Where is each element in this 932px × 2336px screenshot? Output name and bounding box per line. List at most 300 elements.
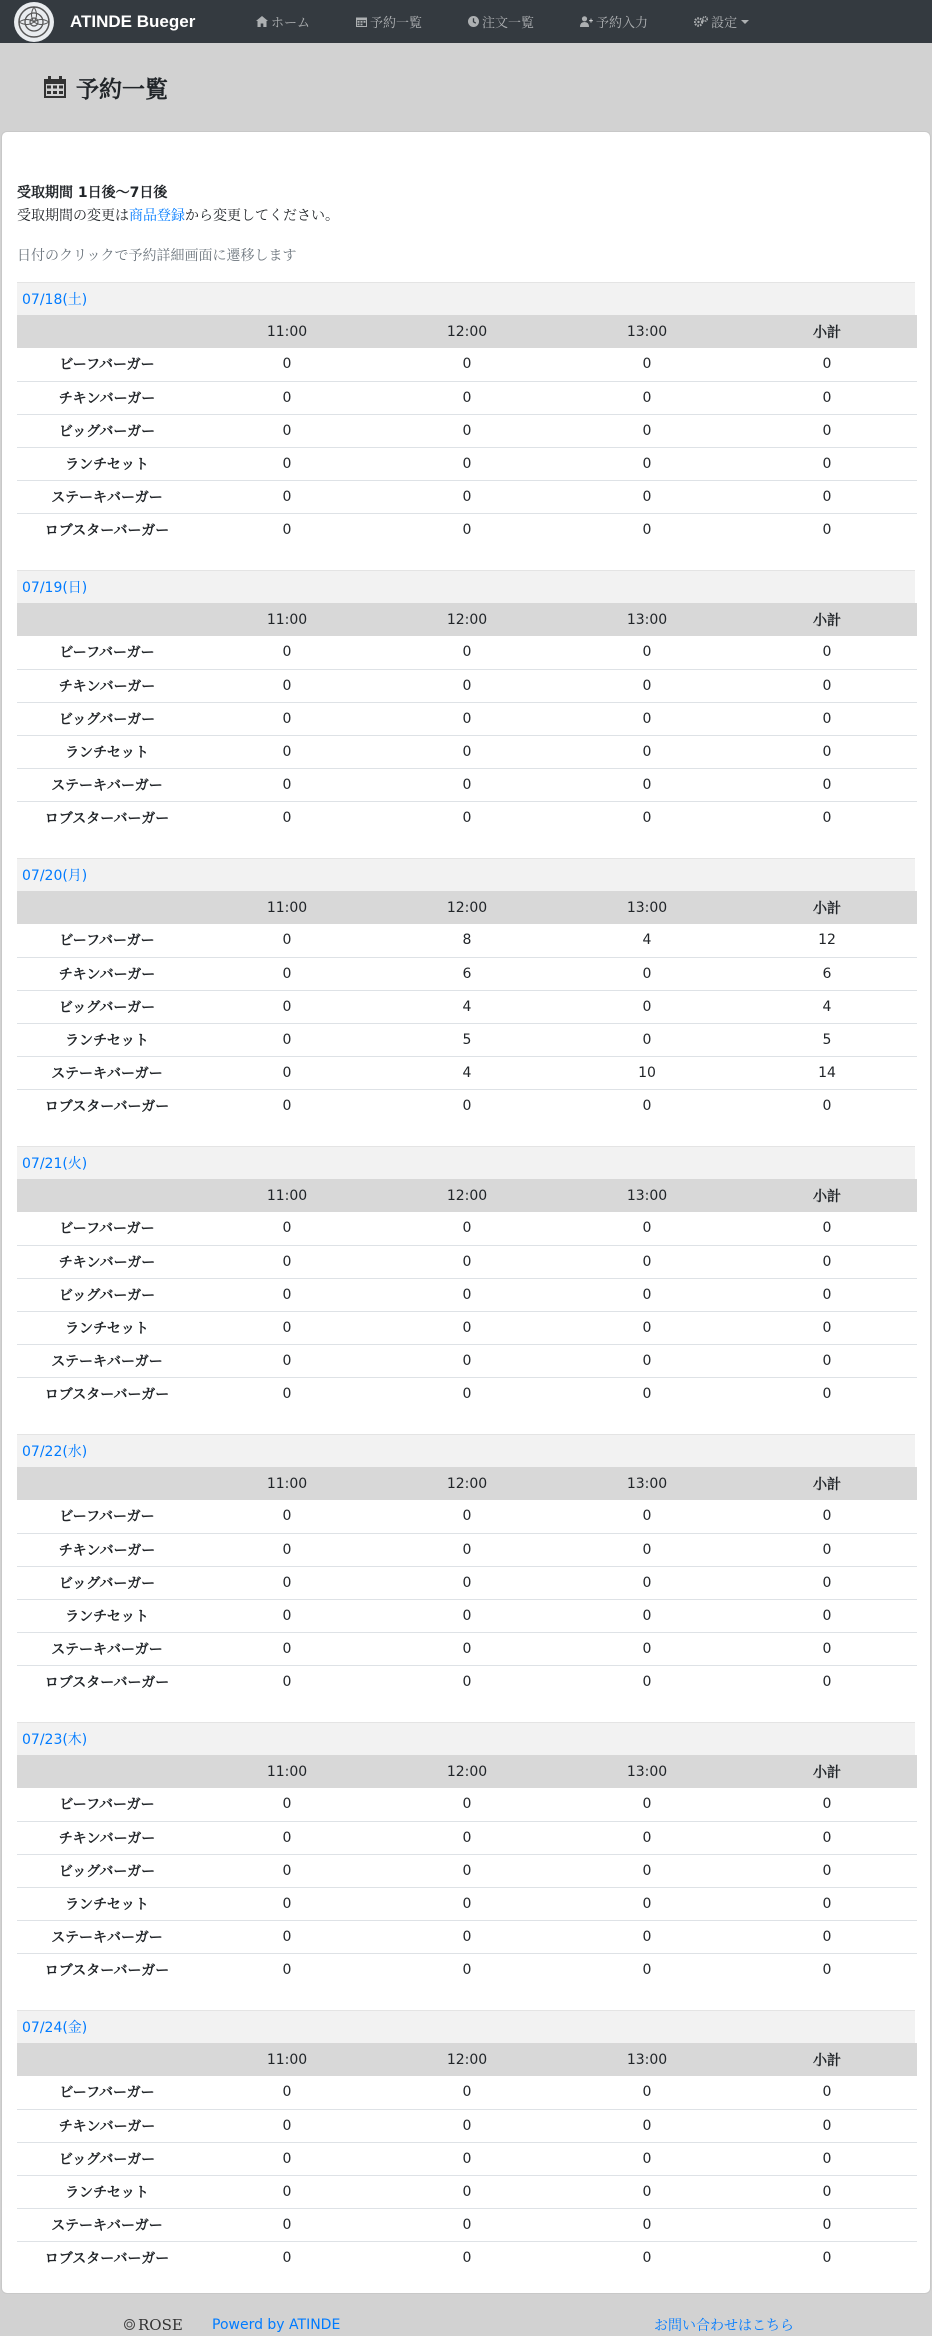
count-cell: 0	[557, 1599, 737, 1632]
period-note	[17, 205, 915, 228]
product-name-cell: ロブスターバーガー	[17, 2241, 197, 2274]
product-name-cell: ビーフバーガー	[59, 933, 155, 950]
subtotal-cell: 0	[737, 2208, 917, 2241]
count-cell: 0	[197, 480, 377, 513]
day-section	[17, 1434, 915, 1722]
subtotal-cell: 0	[737, 2175, 917, 2208]
table-row	[17, 735, 917, 768]
product-name-cell: ランチセット	[17, 447, 197, 480]
count-cell: 0	[557, 1089, 737, 1122]
rose-logo-icon[interactable]	[14, 2, 54, 42]
count-cell: 0	[377, 1533, 557, 1566]
header-empty-cell	[17, 891, 197, 924]
table-header-row	[17, 1755, 917, 1788]
count-cell: 0	[197, 1599, 377, 1632]
time-slot-header: 11:00	[197, 1179, 377, 1212]
subtotal-cell: 0	[737, 1665, 917, 1698]
table-header-row	[17, 603, 917, 636]
home-icon	[256, 16, 268, 27]
subtotal-cell: 14	[737, 1056, 917, 1089]
product-name-cell: ロブスターバーガー	[17, 1377, 197, 1410]
count-cell: 0	[377, 1920, 557, 1953]
count-cell: 0	[377, 669, 557, 702]
table-row	[17, 1920, 917, 1953]
subtotal-header: 小計	[737, 1179, 917, 1212]
navbar	[0, 0, 932, 43]
product-name-cell: ステーキバーガー	[17, 1920, 197, 1953]
days-container	[17, 282, 915, 2298]
count-cell: 6	[377, 957, 557, 990]
count-cell: 0	[377, 480, 557, 513]
count-cell: 0	[557, 990, 737, 1023]
table-row	[17, 1089, 917, 1122]
user-plus-icon	[580, 16, 593, 27]
count-cell: 0	[282, 1220, 292, 1237]
table-row	[17, 480, 917, 513]
time-slot-header: 12:00	[377, 1179, 557, 1212]
product-name-cell: ステーキバーガー	[17, 480, 197, 513]
count-cell: 0	[377, 1632, 557, 1665]
product-name-cell: チキンバーガー	[17, 381, 197, 414]
count-cell: 0	[197, 957, 377, 990]
nav-reserve-input[interactable]	[580, 12, 648, 31]
count-cell: 0	[642, 1220, 652, 1237]
reservation-table	[17, 1179, 917, 1410]
count-cell: 0	[197, 1632, 377, 1665]
nav-reserve-input-label: 予約入力	[596, 16, 649, 31]
day-date-link[interactable]: 07/19(日)	[22, 580, 88, 596]
day-spacer	[17, 2274, 915, 2298]
product-name-cell: ビーフバーガー	[59, 1221, 155, 1238]
count-cell: 0	[557, 381, 737, 414]
time-slot-header: 13:00	[557, 1755, 737, 1788]
count-cell: 0	[377, 1311, 557, 1344]
count-cell: 0	[377, 1854, 557, 1887]
product-name-cell: ビッグバーガー	[17, 702, 197, 735]
count-cell: 0	[557, 1665, 737, 1698]
table-row	[17, 1788, 917, 1821]
table-row	[17, 924, 917, 957]
subtotal-header: 小計	[737, 1755, 917, 1788]
table-row	[17, 2109, 917, 2142]
count-cell: 0	[197, 1887, 377, 1920]
count-cell: 0	[462, 356, 472, 373]
count-cell: 0	[197, 768, 377, 801]
product-name-cell: ビーフバーガー	[59, 1509, 155, 1526]
count-cell: 0	[197, 1566, 377, 1599]
time-slot-header: 11:00	[197, 891, 377, 924]
day-header	[17, 282, 915, 315]
time-slot-header: 11:00	[197, 1755, 377, 1788]
count-cell: 0	[197, 1089, 377, 1122]
subtotal-cell: 0	[737, 735, 917, 768]
reservation-card	[1, 131, 931, 2294]
day-section	[17, 282, 915, 570]
count-cell: 0	[197, 513, 377, 546]
product-name-cell: ビッグバーガー	[17, 1566, 197, 1599]
subtotal-cell: 0	[737, 414, 917, 447]
count-cell: 0	[557, 735, 737, 768]
count-cell: 0	[377, 381, 557, 414]
day-date-link[interactable]: 07/18(土)	[22, 292, 88, 308]
count-cell: 4	[377, 1056, 557, 1089]
product-name-cell: チキンバーガー	[17, 1821, 197, 1854]
reservation-table	[17, 1755, 917, 1986]
product-name-cell: ビッグバーガー	[17, 414, 197, 447]
count-cell: 0	[197, 1920, 377, 1953]
reservation-table	[17, 2043, 917, 2274]
footer-logo[interactable]	[124, 2316, 183, 2334]
product-name-cell: ステーキバーガー	[17, 1632, 197, 1665]
day-section	[17, 570, 915, 858]
count-cell: 0	[557, 2175, 737, 2208]
subtotal-cell: 0	[737, 1821, 917, 1854]
table-row	[17, 990, 917, 1023]
count-cell: 0	[197, 801, 377, 834]
count-cell: 0	[557, 2208, 737, 2241]
product-name-cell: ステーキバーガー	[17, 1344, 197, 1377]
day-header	[17, 1146, 915, 1179]
day-spacer	[17, 1122, 915, 1146]
product-name-cell: チキンバーガー	[17, 669, 197, 702]
header-empty-cell	[17, 1179, 197, 1212]
count-cell: 0	[377, 702, 557, 735]
nav-reservations-label: 予約一覧	[370, 16, 423, 31]
count-cell: 4	[642, 932, 652, 949]
count-cell: 0	[197, 1023, 377, 1056]
day-date-link[interactable]: 07/23(木)	[22, 1732, 88, 1748]
count-cell: 0	[197, 735, 377, 768]
count-cell: 0	[377, 2142, 557, 2175]
time-slot-header: 12:00	[377, 1467, 557, 1500]
day-date-link[interactable]: 07/22(水)	[22, 1444, 88, 1460]
nav-orders[interactable]	[468, 12, 534, 31]
table-row	[17, 1056, 917, 1089]
count-cell: 8	[462, 932, 472, 949]
count-cell: 0	[377, 801, 557, 834]
subtotal-cell: 0	[822, 1220, 832, 1237]
subtotal-cell: 0	[737, 381, 917, 414]
count-cell: 0	[557, 1566, 737, 1599]
day-section	[17, 2010, 915, 2298]
count-cell: 0	[462, 1220, 472, 1237]
clock-icon	[468, 16, 479, 27]
count-cell: 0	[377, 1821, 557, 1854]
count-cell: 0	[197, 1854, 377, 1887]
time-slot-header: 11:00	[197, 2043, 377, 2076]
count-cell: 0	[557, 1821, 737, 1854]
count-cell: 0	[377, 2241, 557, 2274]
table-row	[17, 348, 917, 381]
time-slot-header: 13:00	[557, 1179, 737, 1212]
count-cell: 0	[557, 801, 737, 834]
count-cell: 0	[197, 447, 377, 480]
count-cell: 0	[642, 2084, 652, 2101]
subtotal-cell: 0	[737, 1377, 917, 1410]
day-spacer	[17, 546, 915, 570]
calendar-icon	[44, 76, 66, 98]
period-title: 受取期間 1日後〜7日後	[17, 185, 168, 201]
count-cell: 0	[197, 2175, 377, 2208]
count-cell: 0	[557, 1245, 737, 1278]
reservation-table	[17, 603, 917, 834]
subtotal-header: 小計	[737, 603, 917, 636]
table-row	[17, 414, 917, 447]
nav-home[interactable]	[256, 12, 310, 31]
rose-icon	[124, 2319, 135, 2330]
count-cell: 0	[462, 1796, 472, 1813]
subtotal-cell: 0	[737, 1245, 917, 1278]
subtotal-cell: 0	[737, 1344, 917, 1377]
day-date-link[interactable]: 07/20(月)	[22, 868, 88, 884]
product-name-cell: ビッグバーガー	[17, 990, 197, 1023]
subtotal-cell: 0	[737, 1089, 917, 1122]
nav-orders-label: 注文一覧	[482, 16, 535, 31]
day-header	[17, 1434, 915, 1467]
count-cell: 0	[197, 1953, 377, 1986]
count-cell: 0	[377, 1344, 557, 1377]
product-name-cell: ランチセット	[17, 735, 197, 768]
count-cell: 0	[557, 414, 737, 447]
header-empty-cell	[17, 1755, 197, 1788]
count-cell: 4	[377, 990, 557, 1023]
count-cell: 0	[197, 1821, 377, 1854]
count-cell: 0	[282, 356, 292, 373]
time-slot-header: 13:00	[557, 315, 737, 348]
subtotal-cell: 0	[737, 1887, 917, 1920]
chevron-down-icon	[741, 20, 749, 24]
table-row	[17, 801, 917, 834]
product-name-cell: チキンバーガー	[17, 1533, 197, 1566]
day-spacer	[17, 834, 915, 858]
product-name-cell: ビーフバーガー	[59, 357, 155, 374]
product-name-cell: ビッグバーガー	[17, 1854, 197, 1887]
time-slot-header: 13:00	[557, 1467, 737, 1500]
day-date-link[interactable]: 07/24(金)	[22, 2020, 88, 2036]
count-cell: 0	[557, 1344, 737, 1377]
product-name-cell: ステーキバーガー	[17, 1056, 197, 1089]
table-row	[17, 1245, 917, 1278]
gears-icon	[694, 16, 708, 27]
subtotal-cell: 6	[737, 957, 917, 990]
product-name-cell: チキンバーガー	[17, 2109, 197, 2142]
subtotal-cell: 0	[737, 1566, 917, 1599]
table-row	[17, 636, 917, 669]
count-cell: 0	[197, 2208, 377, 2241]
product-name-cell: ビーフバーガー	[59, 645, 155, 662]
count-cell: 0	[642, 356, 652, 373]
product-name-cell: ロブスターバーガー	[17, 1665, 197, 1698]
subtotal-cell: 0	[737, 1632, 917, 1665]
count-cell: 0	[557, 1887, 737, 1920]
subtotal-cell: 0	[737, 1953, 917, 1986]
table-row	[17, 2175, 917, 2208]
table-header-row	[17, 1179, 917, 1212]
footer	[0, 2313, 932, 2336]
subtotal-cell: 0	[737, 2241, 917, 2274]
count-cell: 0	[377, 2109, 557, 2142]
table-row	[17, 669, 917, 702]
table-row	[17, 1566, 917, 1599]
day-header	[17, 2010, 915, 2043]
time-slot-header: 11:00	[197, 603, 377, 636]
subtotal-cell: 0	[737, 1533, 917, 1566]
table-row	[17, 1311, 917, 1344]
subtotal-cell: 0	[737, 1854, 917, 1887]
count-cell: 0	[377, 1278, 557, 1311]
count-cell: 0	[197, 2241, 377, 2274]
count-cell: 0	[197, 1278, 377, 1311]
subtotal-header: 小計	[737, 315, 917, 348]
table-row	[17, 513, 917, 546]
table-row	[17, 1821, 917, 1854]
count-cell: 0	[557, 447, 737, 480]
product-registration-link[interactable]: 商品登録	[129, 208, 185, 224]
table-row	[17, 1533, 917, 1566]
table-row	[17, 1665, 917, 1698]
day-spacer	[17, 1698, 915, 1722]
header-empty-cell	[17, 603, 197, 636]
count-cell: 0	[377, 2175, 557, 2208]
count-cell: 0	[377, 1599, 557, 1632]
table-row	[17, 768, 917, 801]
subtotal-cell: 0	[737, 702, 917, 735]
table-row	[17, 957, 917, 990]
count-cell: 0	[557, 702, 737, 735]
count-cell: 0	[377, 1953, 557, 1986]
product-name-cell: ランチセット	[17, 2175, 197, 2208]
subtotal-cell: 0	[822, 2084, 832, 2101]
day-date-link[interactable]: 07/21(火)	[22, 1156, 88, 1172]
subtotal-cell: 0	[737, 801, 917, 834]
count-cell: 0	[462, 1508, 472, 1525]
table-row	[17, 1212, 917, 1245]
count-cell: 0	[377, 447, 557, 480]
count-cell: 0	[197, 2109, 377, 2142]
subtotal-cell: 0	[822, 1508, 832, 1525]
time-slot-header: 12:00	[377, 891, 557, 924]
count-cell: 0	[557, 2109, 737, 2142]
subtotal-cell: 0	[737, 1278, 917, 1311]
reservation-table	[17, 315, 917, 546]
subtotal-header: 小計	[737, 2043, 917, 2076]
nav-home-label: ホーム	[271, 16, 311, 31]
count-cell: 0	[642, 1796, 652, 1813]
count-cell: 10	[557, 1056, 737, 1089]
count-cell: 0	[197, 1377, 377, 1410]
product-name-cell: ランチセット	[17, 1311, 197, 1344]
count-cell: 0	[377, 513, 557, 546]
time-slot-header: 13:00	[557, 891, 737, 924]
product-name-cell: ロブスターバーガー	[17, 1953, 197, 1986]
count-cell: 0	[557, 1533, 737, 1566]
product-name-cell: ビーフバーガー	[59, 1797, 155, 1814]
count-cell: 0	[197, 414, 377, 447]
table-row	[17, 1500, 917, 1533]
period-note-suffix: から変更してください。	[185, 208, 339, 224]
count-cell: 0	[282, 1508, 292, 1525]
product-name-cell: チキンバーガー	[17, 957, 197, 990]
count-cell: 0	[197, 1245, 377, 1278]
header-empty-cell	[17, 1467, 197, 1500]
product-name-cell: ステーキバーガー	[17, 2208, 197, 2241]
count-cell: 0	[557, 513, 737, 546]
subtotal-cell: 5	[737, 1023, 917, 1056]
count-cell: 0	[197, 1056, 377, 1089]
product-name-cell: ランチセット	[17, 1599, 197, 1632]
count-cell: 0	[557, 1953, 737, 1986]
product-name-cell: ロブスターバーガー	[17, 1089, 197, 1122]
day-header	[17, 570, 915, 603]
count-cell: 0	[557, 669, 737, 702]
main-nav	[256, 0, 795, 43]
subtotal-cell: 0	[737, 513, 917, 546]
brand-name[interactable]: ATINDE Bueger	[70, 11, 196, 31]
table-row	[17, 1377, 917, 1410]
count-cell: 0	[197, 1533, 377, 1566]
calendar-icon	[356, 16, 367, 27]
count-cell: 0	[282, 1796, 292, 1813]
count-cell: 0	[557, 1311, 737, 1344]
subtotal-cell: 0	[737, 480, 917, 513]
contact-link[interactable]: お問い合わせはこちら	[654, 2317, 794, 2334]
table-row	[17, 2208, 917, 2241]
subtotal-cell: 0	[737, 1311, 917, 1344]
count-cell: 0	[197, 669, 377, 702]
product-name-cell: チキンバーガー	[17, 1245, 197, 1278]
table-header-row	[17, 891, 917, 924]
subtotal-cell: 0	[822, 644, 832, 661]
subtotal-cell: 0	[737, 768, 917, 801]
table-header-row	[17, 315, 917, 348]
count-cell: 0	[557, 1377, 737, 1410]
page-header	[0, 43, 932, 131]
table-row	[17, 1632, 917, 1665]
table-row	[17, 1854, 917, 1887]
count-cell: 0	[377, 768, 557, 801]
day-header	[17, 858, 915, 891]
table-header-row	[17, 2043, 917, 2076]
product-name-cell: ステーキバーガー	[17, 768, 197, 801]
count-cell: 0	[377, 1377, 557, 1410]
time-slot-header: 11:00	[197, 1467, 377, 1500]
count-cell: 5	[377, 1023, 557, 1056]
product-name-cell: ランチセット	[17, 1887, 197, 1920]
subtotal-cell: 0	[822, 1796, 832, 1813]
powered-by-link[interactable]: Powerd by ATINDE	[212, 2316, 341, 2333]
nav-reservations[interactable]	[356, 12, 422, 31]
nav-settings-dropdown[interactable]	[694, 12, 749, 31]
count-cell: 0	[557, 1920, 737, 1953]
count-cell: 0	[377, 1665, 557, 1698]
count-cell: 0	[197, 381, 377, 414]
day-header	[17, 1722, 915, 1755]
count-cell: 0	[197, 990, 377, 1023]
count-cell: 0	[557, 1632, 737, 1665]
subtotal-cell: 0	[737, 447, 917, 480]
count-cell: 0	[197, 1344, 377, 1377]
day-section	[17, 1722, 915, 2010]
count-cell: 0	[462, 2084, 472, 2101]
count-cell: 0	[282, 2084, 292, 2101]
count-cell: 0	[557, 2142, 737, 2175]
table-row	[17, 2241, 917, 2274]
time-slot-header: 12:00	[377, 1755, 557, 1788]
table-header-row	[17, 1467, 917, 1500]
page-title: 予約一覧	[76, 76, 168, 103]
table-row	[17, 2076, 917, 2109]
count-cell: 0	[377, 1245, 557, 1278]
